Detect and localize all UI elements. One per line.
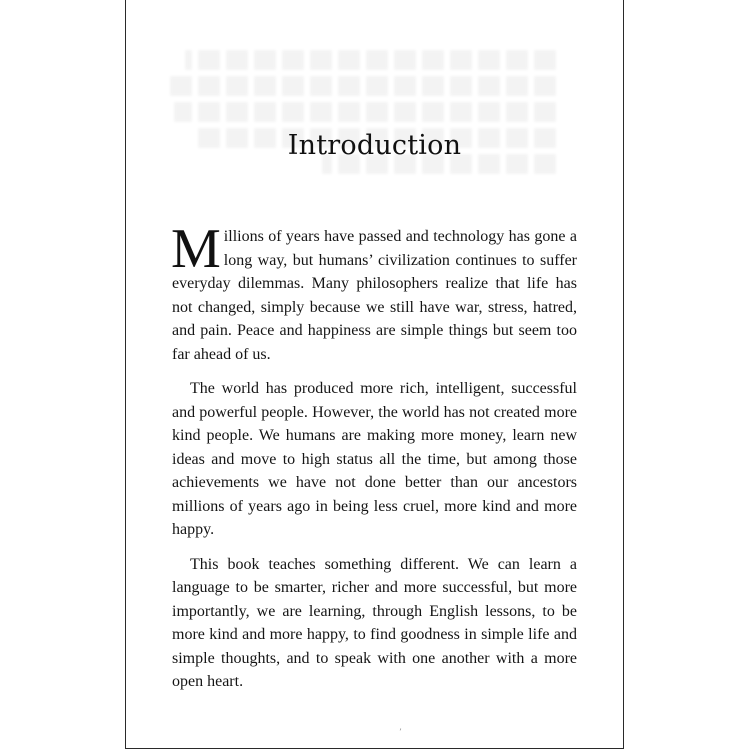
drop-cap: M — [171, 218, 221, 280]
paragraph-1 — [171, 218, 577, 366]
paragraph-1-text: illions of years have passed and technology has gone a long way, but humans’ civilization continues to suffer everyday dilemmas. Many philosophers realize that life has not changed, simply because we still have war, stress, hatred, and pain. Peace and happiness are simple things but seem too far ahead of us. — [172, 228, 577, 363]
chapter-title: Introduction — [287, 130, 462, 161]
paragraph-2: The world has produced more rich, intelligent, successful and powerful people. However, the world has not created more kind people. We humans are making more money, learn new ideas and move to high status all the time, but among those achievements we have not done better than our ancestors millions of years ago in being less cruel, more kind and more happy. — [172, 380, 577, 538]
page-speck: ʼ — [399, 728, 402, 738]
paragraph-3: This book teaches something different. We can learn a language to be smarter, richer and more successful, but more importantly, we are learning, through English lessons, to be more kind and more happy, to find goodness in simple life and simple thoughts, and to speak with one another with a more open heart. — [172, 555, 577, 690]
book-page — [125, 0, 624, 749]
chapter-body — [171, 218, 577, 705]
